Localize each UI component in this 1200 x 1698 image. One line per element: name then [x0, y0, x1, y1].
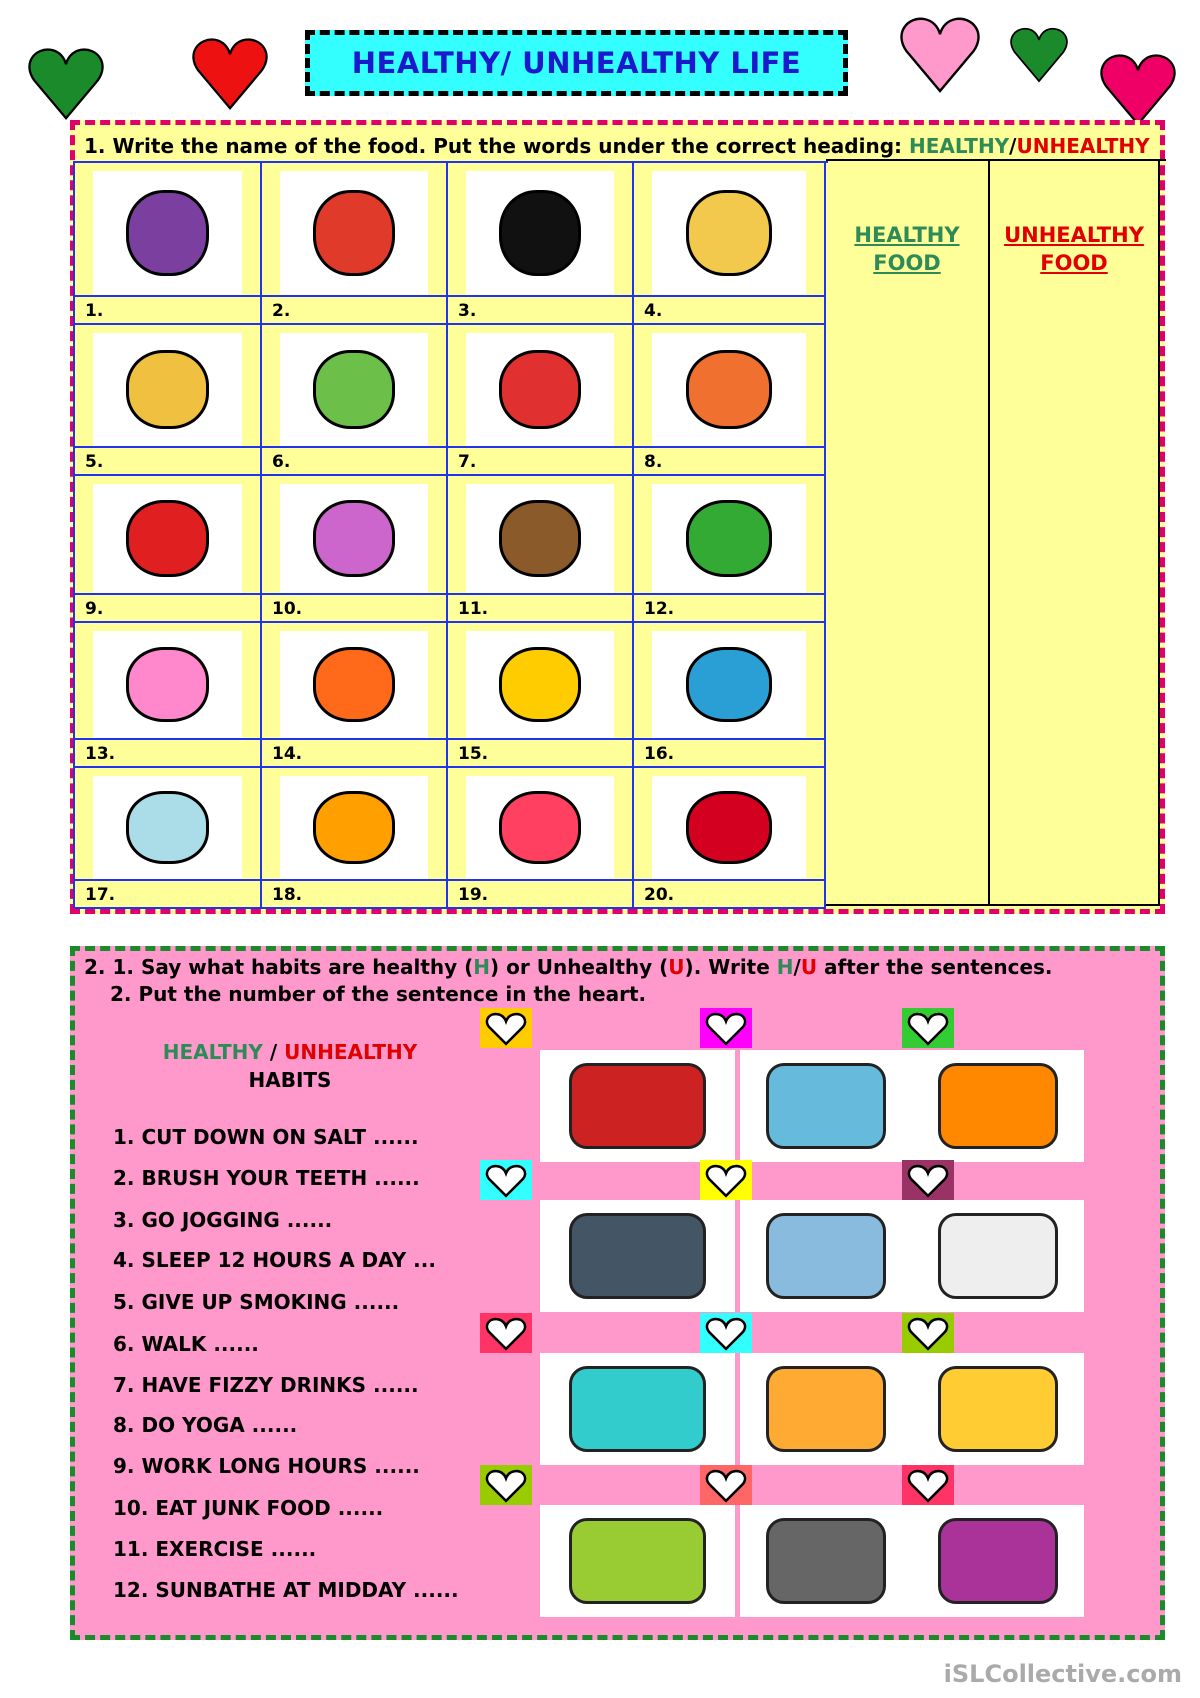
food-image — [466, 631, 614, 738]
food-image — [466, 776, 614, 879]
food-cell — [448, 768, 634, 909]
habit-image — [912, 1200, 1084, 1312]
cell-divider — [262, 738, 446, 740]
food-number: 12. — [644, 599, 675, 619]
habit-item: 9. WORK LONG HOURS ...... — [113, 1454, 420, 1478]
habit-image — [740, 1505, 912, 1617]
habit-illustration — [569, 1063, 706, 1148]
food-illustration — [686, 500, 772, 576]
heart-outline-icon — [704, 1469, 748, 1503]
food-column-bottom-line — [826, 904, 1160, 906]
answer-heart-box[interactable] — [700, 1313, 752, 1353]
instr-text: 2. 1. Say what habits are healthy ( — [84, 955, 474, 979]
cell-divider — [262, 593, 446, 595]
food-image — [280, 171, 428, 295]
cell-divider — [262, 295, 446, 297]
food-cell — [634, 325, 826, 476]
heart-outline-icon — [484, 1012, 528, 1046]
food-cell — [634, 163, 826, 325]
habit-image — [912, 1505, 1084, 1617]
answer-heart-box[interactable] — [700, 1160, 752, 1200]
heart-outline-icon — [906, 1469, 950, 1503]
food-number: 2. — [272, 301, 291, 321]
cell-divider — [634, 879, 824, 881]
habit-item: 7. HAVE FIZZY DRINKS ...... — [113, 1373, 419, 1397]
slash: / — [793, 955, 801, 979]
habit-illustration — [766, 1213, 886, 1298]
habit-illustration — [938, 1213, 1058, 1298]
cell-divider — [634, 738, 824, 740]
food-illustration — [686, 791, 772, 863]
food-instruction — [84, 134, 1150, 158]
food-image — [93, 171, 242, 295]
food-cell — [262, 623, 448, 768]
u-letter: U — [668, 955, 685, 979]
habit-illustration — [569, 1366, 706, 1451]
food-number: 8. — [644, 452, 663, 472]
habit-image — [540, 1050, 735, 1162]
cell-divider — [448, 879, 632, 881]
food-image — [466, 171, 614, 295]
habits-instruction-1 — [84, 955, 1053, 979]
food-cell — [75, 476, 262, 623]
food-grid — [73, 161, 828, 908]
food-number: 20. — [644, 885, 675, 905]
habit-illustration — [766, 1518, 886, 1603]
food-illustration — [499, 190, 582, 277]
cell-divider — [75, 738, 260, 740]
habit-illustration — [938, 1518, 1058, 1603]
habits-sep: / — [262, 1040, 285, 1064]
habits-instruction-2: 2. Put the number of the sentence in the heart. — [110, 982, 647, 1006]
food-cell — [448, 163, 634, 325]
food-image — [466, 333, 614, 446]
habit-illustration — [938, 1063, 1058, 1148]
habit-item: 4. SLEEP 12 HOURS A DAY ... — [113, 1248, 436, 1272]
heart-outline-icon — [484, 1469, 528, 1503]
answer-heart-box[interactable] — [700, 1465, 752, 1505]
answer-heart-box[interactable] — [902, 1008, 954, 1048]
food-number: 17. — [85, 885, 116, 905]
food-instruction-text: 1. Write the name of the food. Put the words under the correct heading: — [84, 134, 909, 158]
food-image — [93, 484, 242, 593]
food-image — [652, 484, 806, 593]
food-illustration — [686, 190, 772, 277]
cell-divider — [634, 446, 824, 448]
food-cell — [262, 325, 448, 476]
healthy-food-heading-line2: FOOD — [873, 251, 941, 275]
food-illustration — [313, 647, 396, 722]
habit-image — [540, 1505, 735, 1617]
food-cell — [75, 163, 262, 325]
food-number: 19. — [458, 885, 489, 905]
answer-heart-box[interactable] — [700, 1008, 752, 1048]
food-number: 5. — [85, 452, 104, 472]
food-illustration — [126, 350, 209, 429]
food-image — [280, 333, 428, 446]
footer-watermark: iSLCollective.com — [943, 1660, 1182, 1688]
healthy-word: HEALTHY — [908, 134, 1010, 158]
healthy-food-heading — [826, 221, 988, 277]
cell-divider — [262, 446, 446, 448]
answer-heart-box[interactable] — [902, 1160, 954, 1200]
cell-divider — [75, 295, 260, 297]
slash: / — [1009, 134, 1017, 158]
habit-illustration — [569, 1213, 706, 1298]
heart-outline-icon — [484, 1164, 528, 1198]
habit-illustration — [938, 1366, 1058, 1451]
cell-divider — [634, 593, 824, 595]
food-number: 15. — [458, 744, 489, 764]
habit-illustration — [569, 1518, 706, 1603]
heart-outline-icon — [906, 1317, 950, 1351]
unhealthy-food-heading-line2: FOOD — [1040, 251, 1108, 275]
food-number: 7. — [458, 452, 477, 472]
instr-text: after the sentences. — [817, 955, 1053, 979]
habit-image — [740, 1353, 912, 1465]
heart-icon — [192, 28, 268, 120]
heart-outline-icon — [906, 1012, 950, 1046]
food-image — [280, 776, 428, 879]
food-number: 3. — [458, 301, 477, 321]
food-illustration — [126, 190, 209, 277]
heart-outline-icon — [704, 1164, 748, 1198]
food-image — [93, 776, 242, 879]
food-number: 10. — [272, 599, 303, 619]
habit-item: 10. EAT JUNK FOOD ...... — [113, 1496, 384, 1520]
habit-item: 6. WALK ...... — [113, 1332, 259, 1356]
habit-item: 11. EXERCISE ...... — [113, 1537, 317, 1561]
heart-outline-icon — [704, 1317, 748, 1351]
food-illustration — [686, 647, 772, 722]
cell-divider — [75, 446, 260, 448]
page-title-box — [305, 30, 848, 96]
food-illustration — [499, 500, 582, 576]
food-cell — [634, 768, 826, 909]
u-letter: U — [800, 955, 818, 979]
answer-heart-box[interactable] — [480, 1008, 532, 1048]
answer-heart-box[interactable] — [902, 1313, 954, 1353]
cell-divider — [448, 738, 632, 740]
food-illustration — [126, 791, 209, 863]
food-image — [280, 631, 428, 738]
food-illustration — [126, 500, 209, 576]
unhealthy-food-column[interactable] — [990, 161, 1160, 906]
heart-icon — [1010, 25, 1068, 85]
heart-outline-icon — [906, 1164, 950, 1198]
habit-image — [740, 1200, 912, 1312]
food-image — [652, 333, 806, 446]
habit-item: 2. BRUSH YOUR TEETH ...... — [113, 1166, 420, 1190]
food-illustration — [499, 791, 582, 863]
habit-item: 8. DO YOGA ...... — [113, 1413, 298, 1437]
instr-text: ) or Unhealthy ( — [490, 955, 669, 979]
food-image — [280, 484, 428, 593]
habit-image — [912, 1353, 1084, 1465]
unhealthy-food-heading — [990, 221, 1158, 277]
habits-unhealthy-word: UNHEALTHY — [284, 1040, 418, 1064]
cell-divider — [448, 295, 632, 297]
habit-image — [912, 1050, 1084, 1162]
food-number: 13. — [85, 744, 116, 764]
answer-heart-box[interactable] — [480, 1160, 532, 1200]
food-image — [652, 631, 806, 738]
habit-item: 12. SUNBATHE AT MIDDAY ...... — [113, 1578, 459, 1602]
food-illustration — [126, 647, 209, 722]
instr-text: ). Write — [684, 955, 777, 979]
healthy-food-heading-line1: HEALTHY — [854, 223, 960, 247]
food-number: 9. — [85, 599, 104, 619]
h-letter: H — [776, 955, 794, 979]
food-number: 6. — [272, 452, 291, 472]
food-number: 16. — [644, 744, 675, 764]
food-image — [93, 333, 242, 446]
habit-item: 5. GIVE UP SMOKING ...... — [113, 1290, 400, 1314]
habits-heading — [140, 1038, 440, 1094]
food-cell — [448, 325, 634, 476]
heart-icon — [28, 44, 104, 124]
cell-divider — [262, 879, 446, 881]
food-cell — [448, 623, 634, 768]
cell-divider — [634, 295, 824, 297]
answer-heart-box[interactable] — [902, 1465, 954, 1505]
food-cell — [634, 623, 826, 768]
food-illustration — [499, 647, 582, 722]
habit-image — [540, 1200, 735, 1312]
food-illustration — [313, 350, 396, 429]
unhealthy-food-heading-line1: UNHEALTHY — [1004, 223, 1144, 247]
food-number: 18. — [272, 885, 303, 905]
food-cell — [75, 623, 262, 768]
answer-heart-box[interactable] — [480, 1313, 532, 1353]
food-cell — [75, 325, 262, 476]
food-cell — [448, 476, 634, 623]
food-image — [466, 484, 614, 593]
food-cell — [75, 768, 262, 909]
unhealthy-word: UNHEALTHY — [1016, 134, 1150, 158]
cell-divider — [448, 593, 632, 595]
heart-outline-icon — [484, 1317, 528, 1351]
food-number: 1. — [85, 301, 104, 321]
cell-divider — [75, 593, 260, 595]
habit-illustration — [766, 1366, 886, 1451]
food-cell — [634, 476, 826, 623]
food-image — [652, 171, 806, 295]
heart-icon — [900, 10, 980, 100]
habit-illustration — [766, 1063, 886, 1148]
habit-image — [540, 1353, 735, 1465]
food-illustration — [313, 500, 396, 576]
food-illustration — [499, 350, 582, 429]
cell-divider — [448, 446, 632, 448]
healthy-food-column[interactable] — [826, 161, 990, 906]
food-number: 11. — [458, 599, 489, 619]
food-image — [93, 631, 242, 738]
food-cell — [262, 163, 448, 325]
habits-label: HABITS — [248, 1068, 332, 1092]
habit-item: 3. GO JOGGING ...... — [113, 1208, 333, 1232]
food-column-top-line — [826, 159, 1166, 161]
food-illustration — [313, 190, 396, 277]
h-letter: H — [473, 955, 491, 979]
food-illustration — [313, 791, 396, 863]
answer-heart-box[interactable] — [480, 1465, 532, 1505]
food-illustration — [686, 350, 772, 429]
food-cell — [262, 476, 448, 623]
cell-divider — [75, 879, 260, 881]
food-image — [652, 776, 806, 879]
food-cell — [262, 768, 448, 909]
habits-healthy-word: HEALTHY — [162, 1040, 263, 1064]
heart-outline-icon — [704, 1012, 748, 1046]
food-number: 4. — [644, 301, 663, 321]
habit-image — [740, 1050, 912, 1162]
page-title: HEALTHY/ UNHEALTHY LIFE — [351, 46, 802, 80]
habit-item: 1. CUT DOWN ON SALT ...... — [113, 1125, 419, 1149]
food-number: 14. — [272, 744, 303, 764]
